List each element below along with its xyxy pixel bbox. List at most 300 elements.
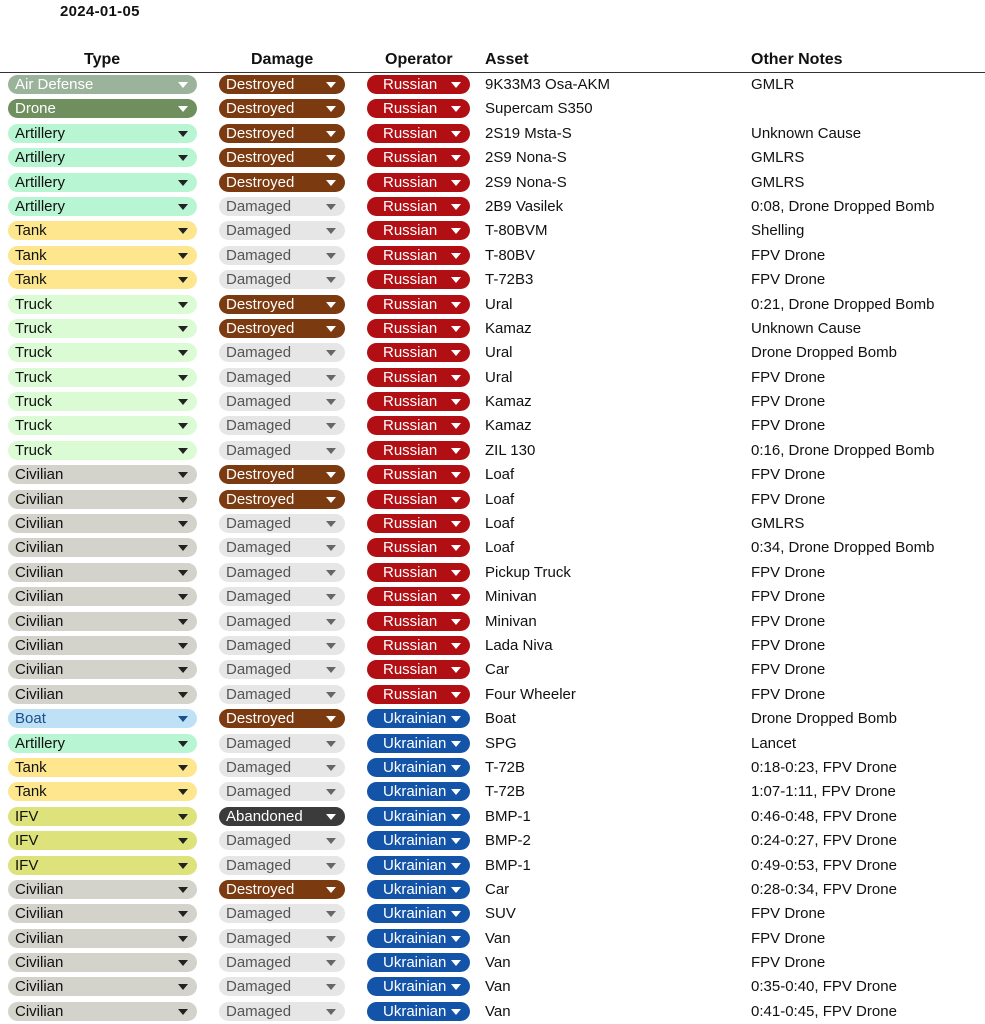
table-row[interactable] (0, 731, 985, 755)
damage-dropdown[interactable] (219, 685, 345, 704)
asset-cell[interactable]: Car (485, 661, 510, 679)
notes-cell[interactable]: FPV Drone (751, 685, 826, 703)
table-row[interactable] (0, 194, 985, 218)
damage-dropdown[interactable] (219, 270, 345, 289)
notes-cell[interactable]: GMLRS (751, 149, 805, 167)
operator-dropdown[interactable] (367, 636, 470, 655)
table-row[interactable] (0, 438, 985, 462)
chevron-down-icon (178, 302, 188, 308)
chevron-down-icon (178, 1009, 188, 1015)
table-row[interactable] (0, 804, 985, 828)
notes-cell[interactable]: 0:41-0:45, FPV Drone (751, 1002, 897, 1020)
operator-dropdown[interactable] (367, 295, 470, 314)
damage-value: Destroyed (226, 319, 295, 337)
asset-cell[interactable]: Pickup Truck (485, 563, 571, 581)
operator-value: Russian (383, 368, 438, 386)
damage-dropdown[interactable] (219, 465, 345, 484)
asset-cell[interactable]: 9K33M3 Osa-AKM (485, 76, 611, 93)
damage-value: Damaged (226, 441, 292, 459)
chevron-down-icon (326, 911, 336, 917)
type-value: Civilian (15, 563, 64, 581)
table-row[interactable] (0, 901, 985, 925)
asset-cell[interactable]: Van (485, 978, 511, 996)
table-row[interactable] (0, 145, 985, 169)
table-row[interactable] (0, 584, 985, 608)
table-row[interactable] (0, 633, 985, 657)
operator-dropdown[interactable] (367, 831, 470, 850)
notes-cell[interactable]: FPV Drone (751, 417, 826, 435)
asset-cell[interactable]: BMP-1 (485, 807, 531, 825)
asset-cell[interactable]: Kamaz (485, 393, 532, 411)
operator-dropdown[interactable] (367, 99, 470, 118)
table-row[interactable] (0, 462, 985, 486)
damage-value: Destroyed (226, 880, 295, 898)
damage-dropdown[interactable] (219, 709, 345, 728)
chevron-down-icon (451, 887, 461, 893)
chevron-down-icon (178, 984, 188, 990)
asset-cell[interactable]: 2S9 Nona-S (485, 149, 567, 167)
chevron-down-icon (326, 1009, 336, 1015)
type-dropdown[interactable] (8, 368, 197, 387)
asset-cell[interactable]: 2B9 Vasilek (485, 197, 564, 215)
damage-dropdown[interactable] (219, 343, 345, 362)
type-dropdown[interactable] (8, 831, 197, 850)
damage-dropdown[interactable] (219, 148, 345, 167)
table-row[interactable] (0, 218, 985, 242)
notes-cell[interactable]: GMLR (751, 76, 795, 93)
table-row[interactable] (0, 560, 985, 584)
operator-dropdown[interactable] (367, 904, 470, 923)
type-dropdown[interactable] (8, 660, 197, 679)
damage-dropdown[interactable] (219, 977, 345, 996)
type-dropdown[interactable] (8, 563, 197, 582)
notes-cell[interactable]: Drone Dropped Bomb (751, 344, 897, 362)
header-type[interactable]: Type (84, 51, 121, 68)
asset-cell[interactable]: Van (485, 1002, 511, 1020)
notes-cell[interactable]: FPV Drone (751, 661, 826, 679)
asset-cell[interactable]: 2S19 Msta-S (485, 124, 572, 142)
damage-dropdown[interactable] (219, 221, 345, 240)
type-dropdown[interactable] (8, 856, 197, 875)
asset-cell[interactable]: Kamaz (485, 417, 532, 435)
type-dropdown[interactable] (8, 392, 197, 411)
type-dropdown[interactable] (8, 904, 197, 923)
operator-dropdown[interactable] (367, 319, 470, 338)
operator-dropdown[interactable] (367, 368, 470, 387)
notes-cell[interactable]: GMLRS (751, 515, 805, 533)
asset-cell[interactable]: Loaf (485, 515, 515, 533)
table-row[interactable] (0, 487, 985, 511)
table-row[interactable] (0, 877, 985, 901)
operator-dropdown[interactable] (367, 148, 470, 167)
notes-cell[interactable]: FPV Drone (751, 954, 826, 972)
operator-dropdown[interactable] (367, 612, 470, 631)
type-dropdown[interactable] (8, 295, 197, 314)
damage-dropdown[interactable] (219, 392, 345, 411)
operator-dropdown[interactable] (367, 514, 470, 533)
asset-cell[interactable]: Ural (485, 344, 513, 362)
table-row[interactable] (0, 511, 985, 535)
type-dropdown[interactable] (8, 636, 197, 655)
table-row[interactable] (0, 974, 985, 998)
notes-cell[interactable]: FPV Drone (751, 393, 826, 411)
asset-cell[interactable]: T-72B3 (485, 271, 534, 289)
damage-value: Damaged (226, 685, 292, 703)
chevron-down-icon (326, 302, 336, 308)
type-value: Artillery (15, 734, 66, 752)
chevron-down-icon (178, 180, 188, 186)
type-dropdown[interactable] (8, 197, 197, 216)
operator-dropdown[interactable] (367, 782, 470, 801)
operator-dropdown[interactable] (367, 953, 470, 972)
operator-dropdown[interactable] (367, 660, 470, 679)
type-value: Civilian (15, 929, 64, 947)
asset-cell[interactable]: SUV (485, 905, 516, 923)
type-dropdown[interactable] (8, 148, 197, 167)
damage-value: Damaged (226, 344, 292, 362)
type-dropdown[interactable] (8, 538, 197, 557)
table-row[interactable] (0, 779, 985, 803)
damage-value: Destroyed (226, 173, 295, 191)
asset-cell[interactable]: Van (485, 954, 511, 972)
chevron-down-icon (178, 448, 188, 454)
damage-dropdown[interactable] (219, 319, 345, 338)
asset-cell[interactable]: BMP-1 (485, 856, 531, 874)
damage-dropdown[interactable] (219, 636, 345, 655)
damage-dropdown[interactable] (219, 660, 345, 679)
operator-dropdown[interactable] (367, 880, 470, 899)
operator-dropdown[interactable] (367, 734, 470, 753)
damage-dropdown[interactable] (219, 173, 345, 192)
notes-cell[interactable]: Unknown Cause (751, 319, 862, 337)
chevron-down-icon (178, 228, 188, 234)
type-dropdown[interactable] (8, 709, 197, 728)
table-row[interactable] (0, 316, 985, 340)
damage-dropdown[interactable] (219, 929, 345, 948)
asset-cell[interactable]: Van (485, 929, 511, 947)
table-row[interactable] (0, 926, 985, 950)
damage-value: Damaged (226, 222, 292, 240)
damage-value: Damaged (226, 856, 292, 874)
type-dropdown[interactable] (8, 270, 197, 289)
notes-cell[interactable]: 1:07-1:11, FPV Drone (751, 783, 896, 801)
damage-dropdown[interactable] (219, 831, 345, 850)
asset-cell[interactable]: Ural (485, 368, 513, 386)
notes-cell[interactable]: 0:35-0:40, FPV Drone (751, 978, 897, 996)
asset-cell[interactable]: T-80BVM (485, 222, 548, 240)
asset-cell[interactable]: Car (485, 880, 510, 898)
operator-dropdown[interactable] (367, 343, 470, 362)
operator-dropdown[interactable] (367, 270, 470, 289)
operator-dropdown[interactable] (367, 709, 470, 728)
chevron-down-icon (451, 326, 461, 332)
table-row[interactable] (0, 340, 985, 364)
operator-dropdown[interactable] (367, 197, 470, 216)
chevron-down-icon (326, 180, 336, 186)
chevron-down-icon (326, 741, 336, 747)
chevron-down-icon (178, 619, 188, 625)
damage-dropdown[interactable] (219, 904, 345, 923)
notes-cell[interactable]: FPV Drone (751, 563, 826, 581)
notes-cell[interactable]: Lancet (751, 734, 797, 752)
type-dropdown[interactable] (8, 587, 197, 606)
table-row[interactable] (0, 96, 985, 120)
chevron-down-icon (451, 106, 461, 112)
type-dropdown[interactable] (8, 416, 197, 435)
notes-cell[interactable]: 0:49-0:53, FPV Drone (751, 856, 897, 874)
table-row[interactable] (0, 853, 985, 877)
type-dropdown[interactable] (8, 514, 197, 533)
chevron-down-icon (451, 838, 461, 844)
operator-dropdown[interactable] (367, 441, 470, 460)
operator-dropdown[interactable] (367, 173, 470, 192)
table-row[interactable] (0, 999, 985, 1023)
damage-value: Destroyed (226, 490, 295, 508)
operator-value: Ukrainian (383, 929, 447, 947)
type-dropdown[interactable] (8, 124, 197, 143)
notes-cell[interactable]: 0:28-0:34, FPV Drone (751, 880, 897, 898)
operator-dropdown[interactable] (367, 392, 470, 411)
operator-dropdown[interactable] (367, 416, 470, 435)
operator-dropdown[interactable] (367, 758, 470, 777)
notes-cell[interactable]: FPV Drone (751, 636, 826, 654)
chevron-down-icon (326, 253, 336, 259)
table-row[interactable] (0, 535, 985, 559)
table-row[interactable] (0, 243, 985, 267)
type-dropdown[interactable] (8, 441, 197, 460)
damage-value: Damaged (226, 1002, 292, 1020)
table-row[interactable] (0, 267, 985, 291)
chevron-down-icon (451, 692, 461, 698)
notes-cell[interactable]: Unknown Cause (751, 124, 862, 142)
operator-dropdown[interactable] (367, 490, 470, 509)
type-dropdown[interactable] (8, 343, 197, 362)
header-operator[interactable]: Operator (385, 51, 453, 68)
operator-dropdown[interactable] (367, 124, 470, 143)
chevron-down-icon (178, 350, 188, 356)
chevron-down-icon (451, 545, 461, 551)
chevron-down-icon (451, 814, 461, 820)
notes-cell[interactable]: 0:24-0:27, FPV Drone (751, 832, 897, 850)
asset-cell[interactable]: Kamaz (485, 319, 532, 337)
chevron-down-icon (178, 131, 188, 137)
damage-dropdown[interactable] (219, 75, 345, 94)
notes-cell[interactable]: Drone Dropped Bomb (751, 710, 897, 728)
type-dropdown[interactable] (8, 929, 197, 948)
operator-value: Russian (383, 466, 438, 484)
asset-cell[interactable]: 2S9 Nona-S (485, 173, 567, 191)
notes-cell[interactable]: FPV Drone (751, 490, 826, 508)
type-dropdown[interactable] (8, 75, 197, 94)
type-dropdown[interactable] (8, 734, 197, 753)
damage-dropdown[interactable] (219, 807, 345, 826)
type-dropdown[interactable] (8, 1002, 197, 1021)
chevron-down-icon (326, 960, 336, 966)
damage-dropdown[interactable] (219, 856, 345, 875)
notes-cell[interactable]: 0:34, Drone Dropped Bomb (751, 539, 935, 557)
table-row[interactable] (0, 682, 985, 706)
damage-dropdown[interactable] (219, 953, 345, 972)
type-dropdown[interactable] (8, 782, 197, 801)
type-dropdown[interactable] (8, 977, 197, 996)
header-notes[interactable]: Other Notes (751, 51, 843, 68)
notes-cell[interactable]: FPV Drone (751, 271, 826, 289)
table-row[interactable] (0, 706, 985, 730)
operator-dropdown[interactable] (367, 1002, 470, 1021)
type-dropdown[interactable] (8, 99, 197, 118)
asset-cell[interactable]: BMP-2 (485, 832, 531, 850)
operator-value: Ukrainian (383, 734, 447, 752)
asset-cell[interactable]: Lada Niva (485, 636, 553, 654)
type-dropdown[interactable] (8, 612, 197, 631)
operator-dropdown[interactable] (367, 221, 470, 240)
notes-cell[interactable]: 0:08, Drone Dropped Bomb (751, 197, 935, 215)
asset-cell[interactable]: SPG (485, 734, 517, 752)
chevron-down-icon (451, 131, 461, 137)
asset-cell[interactable]: Ural (485, 295, 513, 313)
damage-dropdown[interactable] (219, 587, 345, 606)
asset-cell[interactable]: Four Wheeler (485, 685, 576, 703)
damage-dropdown[interactable] (219, 295, 345, 314)
type-value: Artillery (15, 173, 66, 191)
header-asset[interactable]: Asset (485, 51, 529, 68)
chevron-down-icon (451, 277, 461, 283)
damage-value: Destroyed (226, 710, 295, 728)
type-dropdown[interactable] (8, 221, 197, 240)
header-damage[interactable]: Damage (251, 51, 314, 68)
damage-value: Abandoned (226, 807, 303, 825)
damage-dropdown[interactable] (219, 124, 345, 143)
type-dropdown[interactable] (8, 953, 197, 972)
notes-cell[interactable]: FPV Drone (751, 246, 826, 264)
asset-cell[interactable]: Loaf (485, 466, 515, 484)
operator-dropdown[interactable] (367, 929, 470, 948)
damage-dropdown[interactable] (219, 99, 345, 118)
damage-dropdown[interactable] (219, 538, 345, 557)
operator-dropdown[interactable] (367, 246, 470, 265)
table-row[interactable] (0, 609, 985, 633)
notes-cell[interactable]: 0:18-0:23, FPV Drone (751, 758, 897, 776)
type-dropdown[interactable] (8, 807, 197, 826)
table-row[interactable] (0, 292, 985, 316)
notes-cell[interactable]: 0:21, Drone Dropped Bomb (751, 295, 935, 313)
chevron-down-icon (451, 936, 461, 942)
chevron-down-icon (178, 375, 188, 381)
operator-dropdown[interactable] (367, 465, 470, 484)
operator-value: Ukrainian (383, 1002, 447, 1020)
chevron-down-icon (326, 277, 336, 283)
table-row[interactable] (0, 950, 985, 974)
asset-cell[interactable]: T-72B (485, 783, 526, 801)
damage-dropdown[interactable] (219, 880, 345, 899)
notes-cell[interactable]: FPV Drone (751, 929, 826, 947)
operator-dropdown[interactable] (367, 75, 470, 94)
asset-cell[interactable]: Minivan (485, 588, 537, 606)
damage-dropdown[interactable] (219, 758, 345, 777)
operator-dropdown[interactable] (367, 563, 470, 582)
damage-dropdown[interactable] (219, 612, 345, 631)
table-row[interactable] (0, 121, 985, 145)
operator-value: Russian (383, 124, 438, 142)
type-value: Tank (15, 271, 47, 289)
type-dropdown[interactable] (8, 246, 197, 265)
type-value: Civilian (15, 978, 64, 996)
notes-cell[interactable]: FPV Drone (751, 588, 826, 606)
operator-dropdown[interactable] (367, 587, 470, 606)
asset-cell[interactable]: T-80BV (485, 246, 536, 264)
asset-cell[interactable]: Loaf (485, 539, 515, 557)
damage-dropdown[interactable] (219, 246, 345, 265)
table-row[interactable] (0, 828, 985, 852)
operator-value: Russian (383, 563, 438, 581)
table-row[interactable] (0, 755, 985, 779)
notes-cell[interactable]: FPV Drone (751, 612, 826, 630)
type-dropdown[interactable] (8, 173, 197, 192)
type-dropdown[interactable] (8, 880, 197, 899)
notes-cell[interactable]: FPV Drone (751, 905, 826, 923)
damage-value: Damaged (226, 197, 292, 215)
table-row[interactable] (0, 170, 985, 194)
damage-dropdown[interactable] (219, 563, 345, 582)
operator-dropdown[interactable] (367, 977, 470, 996)
asset-cell[interactable]: Supercam S350 (485, 100, 593, 118)
damage-dropdown[interactable] (219, 1002, 345, 1021)
damage-value: Damaged (226, 905, 292, 923)
operator-dropdown[interactable] (367, 685, 470, 704)
table-row[interactable] (0, 72, 985, 96)
type-dropdown[interactable] (8, 319, 197, 338)
table-row[interactable] (0, 657, 985, 681)
operator-dropdown[interactable] (367, 538, 470, 557)
chevron-down-icon (178, 667, 188, 673)
asset-cell[interactable]: Minivan (485, 612, 537, 630)
asset-cell[interactable]: Loaf (485, 490, 515, 508)
type-dropdown[interactable] (8, 490, 197, 509)
notes-cell[interactable]: 0:16, Drone Dropped Bomb (751, 441, 935, 459)
damage-dropdown[interactable] (219, 734, 345, 753)
chevron-down-icon (178, 814, 188, 820)
type-value: Truck (15, 441, 52, 459)
type-dropdown[interactable] (8, 465, 197, 484)
notes-cell[interactable]: Shelling (751, 222, 805, 240)
notes-cell[interactable]: FPV Drone (751, 368, 826, 386)
type-dropdown[interactable] (8, 685, 197, 704)
operator-dropdown[interactable] (367, 807, 470, 826)
asset-cell[interactable]: T-72B (485, 758, 526, 776)
type-dropdown[interactable] (8, 758, 197, 777)
damage-dropdown[interactable] (219, 197, 345, 216)
operator-value: Russian (383, 661, 438, 679)
type-value: Drone (15, 100, 56, 118)
damage-dropdown[interactable] (219, 368, 345, 387)
damage-dropdown[interactable] (219, 416, 345, 435)
chevron-down-icon (326, 228, 336, 234)
asset-cell[interactable]: Boat (485, 710, 516, 728)
damage-dropdown[interactable] (219, 490, 345, 509)
asset-cell[interactable]: ZIL 130 (485, 441, 536, 459)
damage-dropdown[interactable] (219, 514, 345, 533)
notes-cell[interactable]: FPV Drone (751, 466, 826, 484)
table-row[interactable] (0, 365, 985, 389)
chevron-down-icon (178, 887, 188, 893)
damage-dropdown[interactable] (219, 441, 345, 460)
notes-cell[interactable]: GMLRS (751, 173, 805, 191)
table-row[interactable] (0, 413, 985, 437)
table-row[interactable] (0, 389, 985, 413)
notes-cell[interactable]: 0:46-0:48, FPV Drone (751, 807, 897, 825)
damage-dropdown[interactable] (219, 782, 345, 801)
operator-dropdown[interactable] (367, 856, 470, 875)
